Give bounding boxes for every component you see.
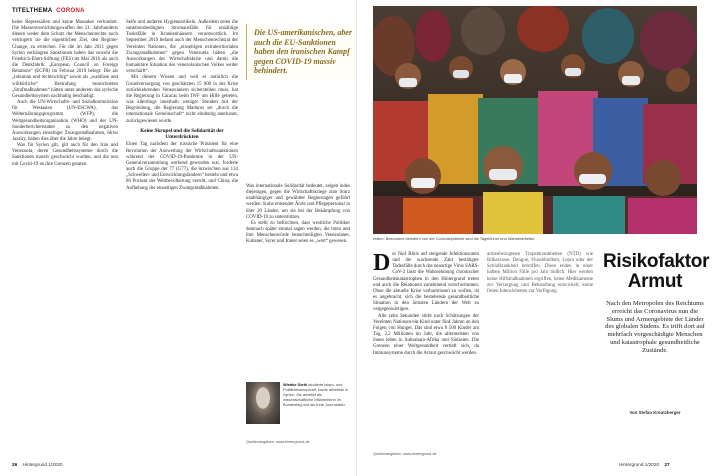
paragraph: armenbezogenen Tropenkrankheiten (NTD) wie Bilharziose, Dengue, Flussblindheit, Lepra oder der Schlafkrankheit betroffen. Diese enden in einer halben Million Fälle pro Jahr tödlich. Hier werden keine Hilfsmaßnahmen ergriffen, keine Medikamente zur Versorgung und Behandlung entwickelt, keine freien Intensivbetten zur Verfügung. [487,252,593,294]
folio-right [619,462,674,467]
paragraph: Was internationale Solidarität bedeutet, zeigen indes diejenigen, gegen die Wirtschaftskriege zum Sturz unabhängiger und gewählter Regierungen geführt werden: Kuba entsendet Ärzte und Pflegepersonal in über 20 Länder, um sie bei der Bekämpfung von COVID-19 zu unterstützen. [246,184,350,220]
section-label: TITELTHEMA [12,8,53,14]
crowd-photo [373,6,697,234]
folio-left [12,462,63,467]
article-column-1 [373,252,479,357]
photo-illustration [373,6,697,234]
article-column-1 [12,20,118,168]
article-title: Risikofaktor Armut [603,251,710,292]
author-photo [246,382,280,424]
page-number: 27 [664,462,670,467]
section-topic: CORONA [56,8,85,14]
paragraph: Es stellt zu befürchten, dass westliche Politiker demnach später einmal sagen werden, die toten und ihre Menschenwürde benachteiligten Venezolaner, Kubaner, Syrer und Iraner seien es „wert“ gewesen. [246,220,350,245]
author-bio-text: studierte Islam- und Politikwissenschaft, sowie arbeitete in Syrien. Sie arbeitet als wissenschaftliche Mitarbeiterin im Bundestag und als freie Journalistin. [283,382,349,407]
paragraph: Mit diesem Wissen und weil er natürlich die Grundversorgung von geschätzten 15 000 in der Krise zurückkehrenden Venezolanern sicherstellen muss, hat die Regierung in Caracas beim IWF um Hilfe gebeten, was allerdings innerhalb weniger Stunden mit der Begründung, die Regierung Maduros sei „durch die internationale Gemeinschaft“ nicht eindeutig anerkannt, zurückgewiesen wurde. [126,75,238,124]
byline: Von Stefan Kreutzberger [629,410,681,415]
drop-cap: D [373,250,391,276]
paragraph: Auch die UN-Wirtschafts- und Sozialkommission für Westasien (UN-ESCWA), das Welternährungsprogramm (WFP), die Weltgesundheitsorganisation (WHO) und der UN-Sonderberichterstatter zu den negativen Auswirkungen einseitiger Zwangsmaßnahmen, Idriss Jazairy, haben dies über die Jahre belegt. [12,100,118,142]
photo-caption: Indien: Besonders betroffen von der Coronaepidemie sind die Tagelöhner und Wanderarbeiter. [373,236,536,241]
page-number: 26 [12,462,18,467]
paragraph: Einen Tag nachdem der russische Präsident für eine Revolution der Ausweitung der Wirtschaftssanktionen während der COVID-19-Pandemie in der UN-Generalversammlung werbend geworden war, forderte auch die Gruppe der 77 (G77), die inzwischen aus 134 „Schwellen- und Entwicklungsländern“ besteht und etwa 80 Prozent der Weltbevölkerung vertritt, und China, die Aufhebung der einseitigen Zwangsmaßnahmen. [126,142,238,191]
paragraph: keine Repressalien und keine Massaker verhindert. Die Massenvernichtungswaffen des 21. Jahrhunderts dienen weder dem Schutz der Menschenrechte noch verringern sie die eigentlichen Ziel, den Regime-Change, zu erreichen. Für die im Jahr 2011 gegen Syrien verhängten Sanktionen haben das sowohl die Friedrich-Ebert-Stiftung (FES) im Mai 2016 als auch die Denkfabrik „European Council on Foreign Relations“ (ECFR) im Februar 2019 belegt: Die als „inhuman und rechtswidrig“ sowie als „wahllose und willkürliche“ Bestrafung bezeichneten „Strafmaßnahmen“ hätten unter anderem das syrische Gesundheitssystem nachhaltig beschädigt. [12,20,118,99]
issue-label: Hintergrund 1/2020 [619,462,660,467]
paragraph: Alle zehn Sekunden stirbt nach Schätzungen der Vereinten Nationen ein Kind unter fünf Jahren an den Folgen von Hunger. Das sind etwa 8 500 Kinder am Tag, 3,2 Millionen im Jahr, die allermeisten von ihnen leben in Subsahara-Afrika und Südasien. Die Grenzen einer Weltgesundheit vertieft sich, da Immunsysteme durch die Armut geschwächt werden. [373,313,479,356]
pull-quote: Die US-amerikanischen, aber auch die EU-Sanktionen haben den iranischen Kampf gegen COVID-19 massiv behindert. [246,24,360,80]
article-teaser: Nach den Metropolen des Reichtums erreicht das Coronavirus nun die Slums und Armengebiete der Länder des globalen Südens. Es trifft dort auf mehrfach vorgeschädigte Menschen und katastrophale gesundheitliche Zustände. [605,300,705,354]
author-name: Wiebke Diehl [283,382,308,387]
source-note: Quellenangaben: www.hintergrund.de [373,452,437,456]
issue-label: Hintergrund 1/2020 [22,462,63,467]
paragraph: Was für Syrien gilt, gilt auch für den Iran und Venezuela, deren Gesundheitssysteme durch die Sanktionen massiv geschwächt wurden, und die nun mit Covid-19 an ihre Grenzen geraten. [12,143,118,167]
author-box [246,382,350,432]
article-column-3 [246,184,350,246]
author-bio [283,382,349,407]
right-page [357,0,714,476]
section-subheading: Keine Skrupel und die Solidarität der Unterdrückten [140,127,224,141]
article-column-2 [487,252,593,295]
source-note: Quellenangaben: www.hintergrund.de [246,440,310,444]
paragraph: er fünf Blick auf steigende Infektionsraten und die wachsende Zahl bestätigter Todesfälle durch das neuartige Virus SARS-CoV-2 lässt die Wahrnehmung chronischer Gesundheitskatastrophen in den Hintergrund treten und auch die Relationen zunehmend verschwimmen. Ohne die aktuelle Krise verharmlosen zu wollen, ist es angebracht, sich die bestehende gesundheitliche Situation in den ärmsten Ländern der Welt zu vergegenwärtigen. [373,252,479,313]
running-head [12,8,85,14]
paragraph: Seife und anderen Hygieneartikeln. Außerdem seien die sanktionsbedingten Stromausfälle für unzählige Todesfälle in Krankenhäusern verantwortlich. Im September 2019 befand auch der Menschenrechtsrat der Vereinten Nationen, die „einseitigen extraterritorialen Zwangsmaßnahmen“ gegen Venezuela hätten „die Auswirkungen der Wirtschaftskrise und damit die humanitäre Situation des venezolanischen Volkes weiter verschärft“. [126,20,238,75]
article-column-2 [126,20,238,192]
